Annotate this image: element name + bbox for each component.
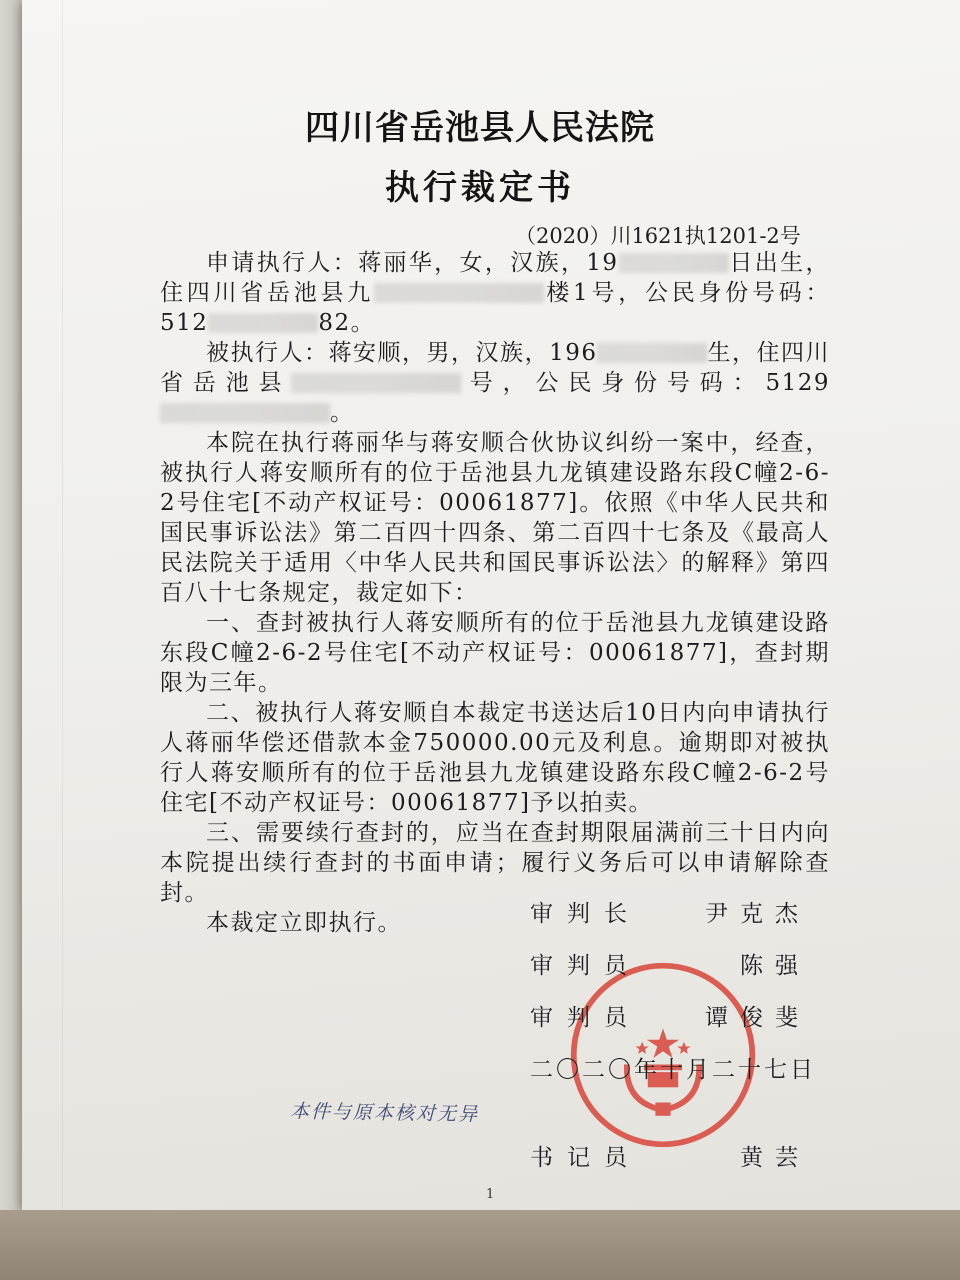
applicant-paragraph — [160, 248, 830, 338]
judge-2-name: 谭俊斐 — [705, 1005, 810, 1031]
redaction-blur — [160, 403, 330, 423]
applicant-text-4: 82。 — [318, 310, 376, 336]
respondent-text-1: 被执行人：蒋安顺，男，汉族，196 — [206, 340, 598, 366]
redaction-blur — [291, 373, 461, 393]
ruling-date: 二〇二〇年十月二十七日 — [530, 1057, 816, 1083]
chief-judge-role: 审判长 — [530, 901, 641, 927]
judge-1-name: 陈强 — [740, 953, 810, 979]
clerk-role: 书记员 — [530, 1145, 641, 1171]
copy-verification-stamp: 本件与原本核对无异 — [289, 1100, 480, 1126]
applicant-text-3: 楼1号，公民身份号码：512 — [160, 280, 830, 336]
ruling-item-3: 三、需要续行查封的，应当在查封期限届满前三十日内向本院提出续行查封的书面申请；履行义务后可以申请解除查封。 — [160, 820, 830, 906]
ruling-item-1: 一、查封被执行人蒋安顺所有的位于岳池县九龙镇建设路东段C幢2-6-2号住宅[不动产权证号：00061877]，查封期限为三年。 — [160, 610, 830, 696]
signature-row-judge-1 — [530, 947, 810, 999]
applicant-text-2: 日出生，住四川省岳池县九 — [160, 250, 830, 306]
document-body — [160, 248, 830, 938]
chief-judge-name: 尹克杰 — [705, 901, 810, 927]
redaction-blur — [374, 283, 544, 303]
ruling-item-2: 二、被执行人蒋安顺自本裁定书送达后10日内向申请执行人蒋丽华偿还借款本金750000.00元及利息。逾期即对被执行人蒋安顺所有的位于岳池县九龙镇建设路东段C幢2-6-2号住宅[不动产权证号：00061877]予以拍卖。 — [160, 700, 830, 816]
closing-statement: 本裁定立即执行。 — [206, 910, 402, 936]
signature-row-chief-judge — [530, 895, 810, 947]
signature-row-judge-2 — [530, 999, 810, 1051]
respondent-text-2: 生，住四川省岳池县 — [160, 340, 831, 396]
redaction-blur — [208, 313, 318, 333]
clerk-name: 黄芸 — [740, 1145, 810, 1171]
signature-block — [530, 895, 816, 1191]
respondent-text-4: 。 — [330, 400, 355, 426]
respondent-paragraph — [160, 338, 830, 428]
court-name-heading: 四川省岳池县人民法院 — [305, 108, 655, 148]
table-surface — [0, 1210, 960, 1280]
case-number: （2020）川1621执1201-2号 — [515, 224, 801, 248]
document-title: 执行裁定书 — [385, 168, 575, 208]
redaction-blur — [619, 253, 729, 273]
applicant-text-1: 申请执行人：蒋丽华，女，汉族，19 — [206, 250, 619, 276]
judge-2-role: 审判员 — [530, 1005, 641, 1031]
findings-paragraph: 本院在执行蒋丽华与蒋安顺合伙协议纠纷一案中，经查，被执行人蒋安顺所有的位于岳池县九龙镇建设路东段C幢2-6-2号住宅[不动产权证号：00061877]。依照《中华人民共和国民事诉讼法》第二百四十四条、第二百四十七条及《最高人民法院关于适用〈中华人民共和国民事诉讼法〉的解释》第四百八十七条规定，裁定如下： — [160, 430, 830, 606]
judge-1-role: 审判员 — [530, 953, 641, 979]
page-number: 1 — [486, 1187, 495, 1202]
redaction-blur — [597, 343, 707, 363]
respondent-text-3: 号，公民身份号码：5129 — [461, 370, 830, 396]
signature-row-clerk — [530, 1139, 810, 1191]
